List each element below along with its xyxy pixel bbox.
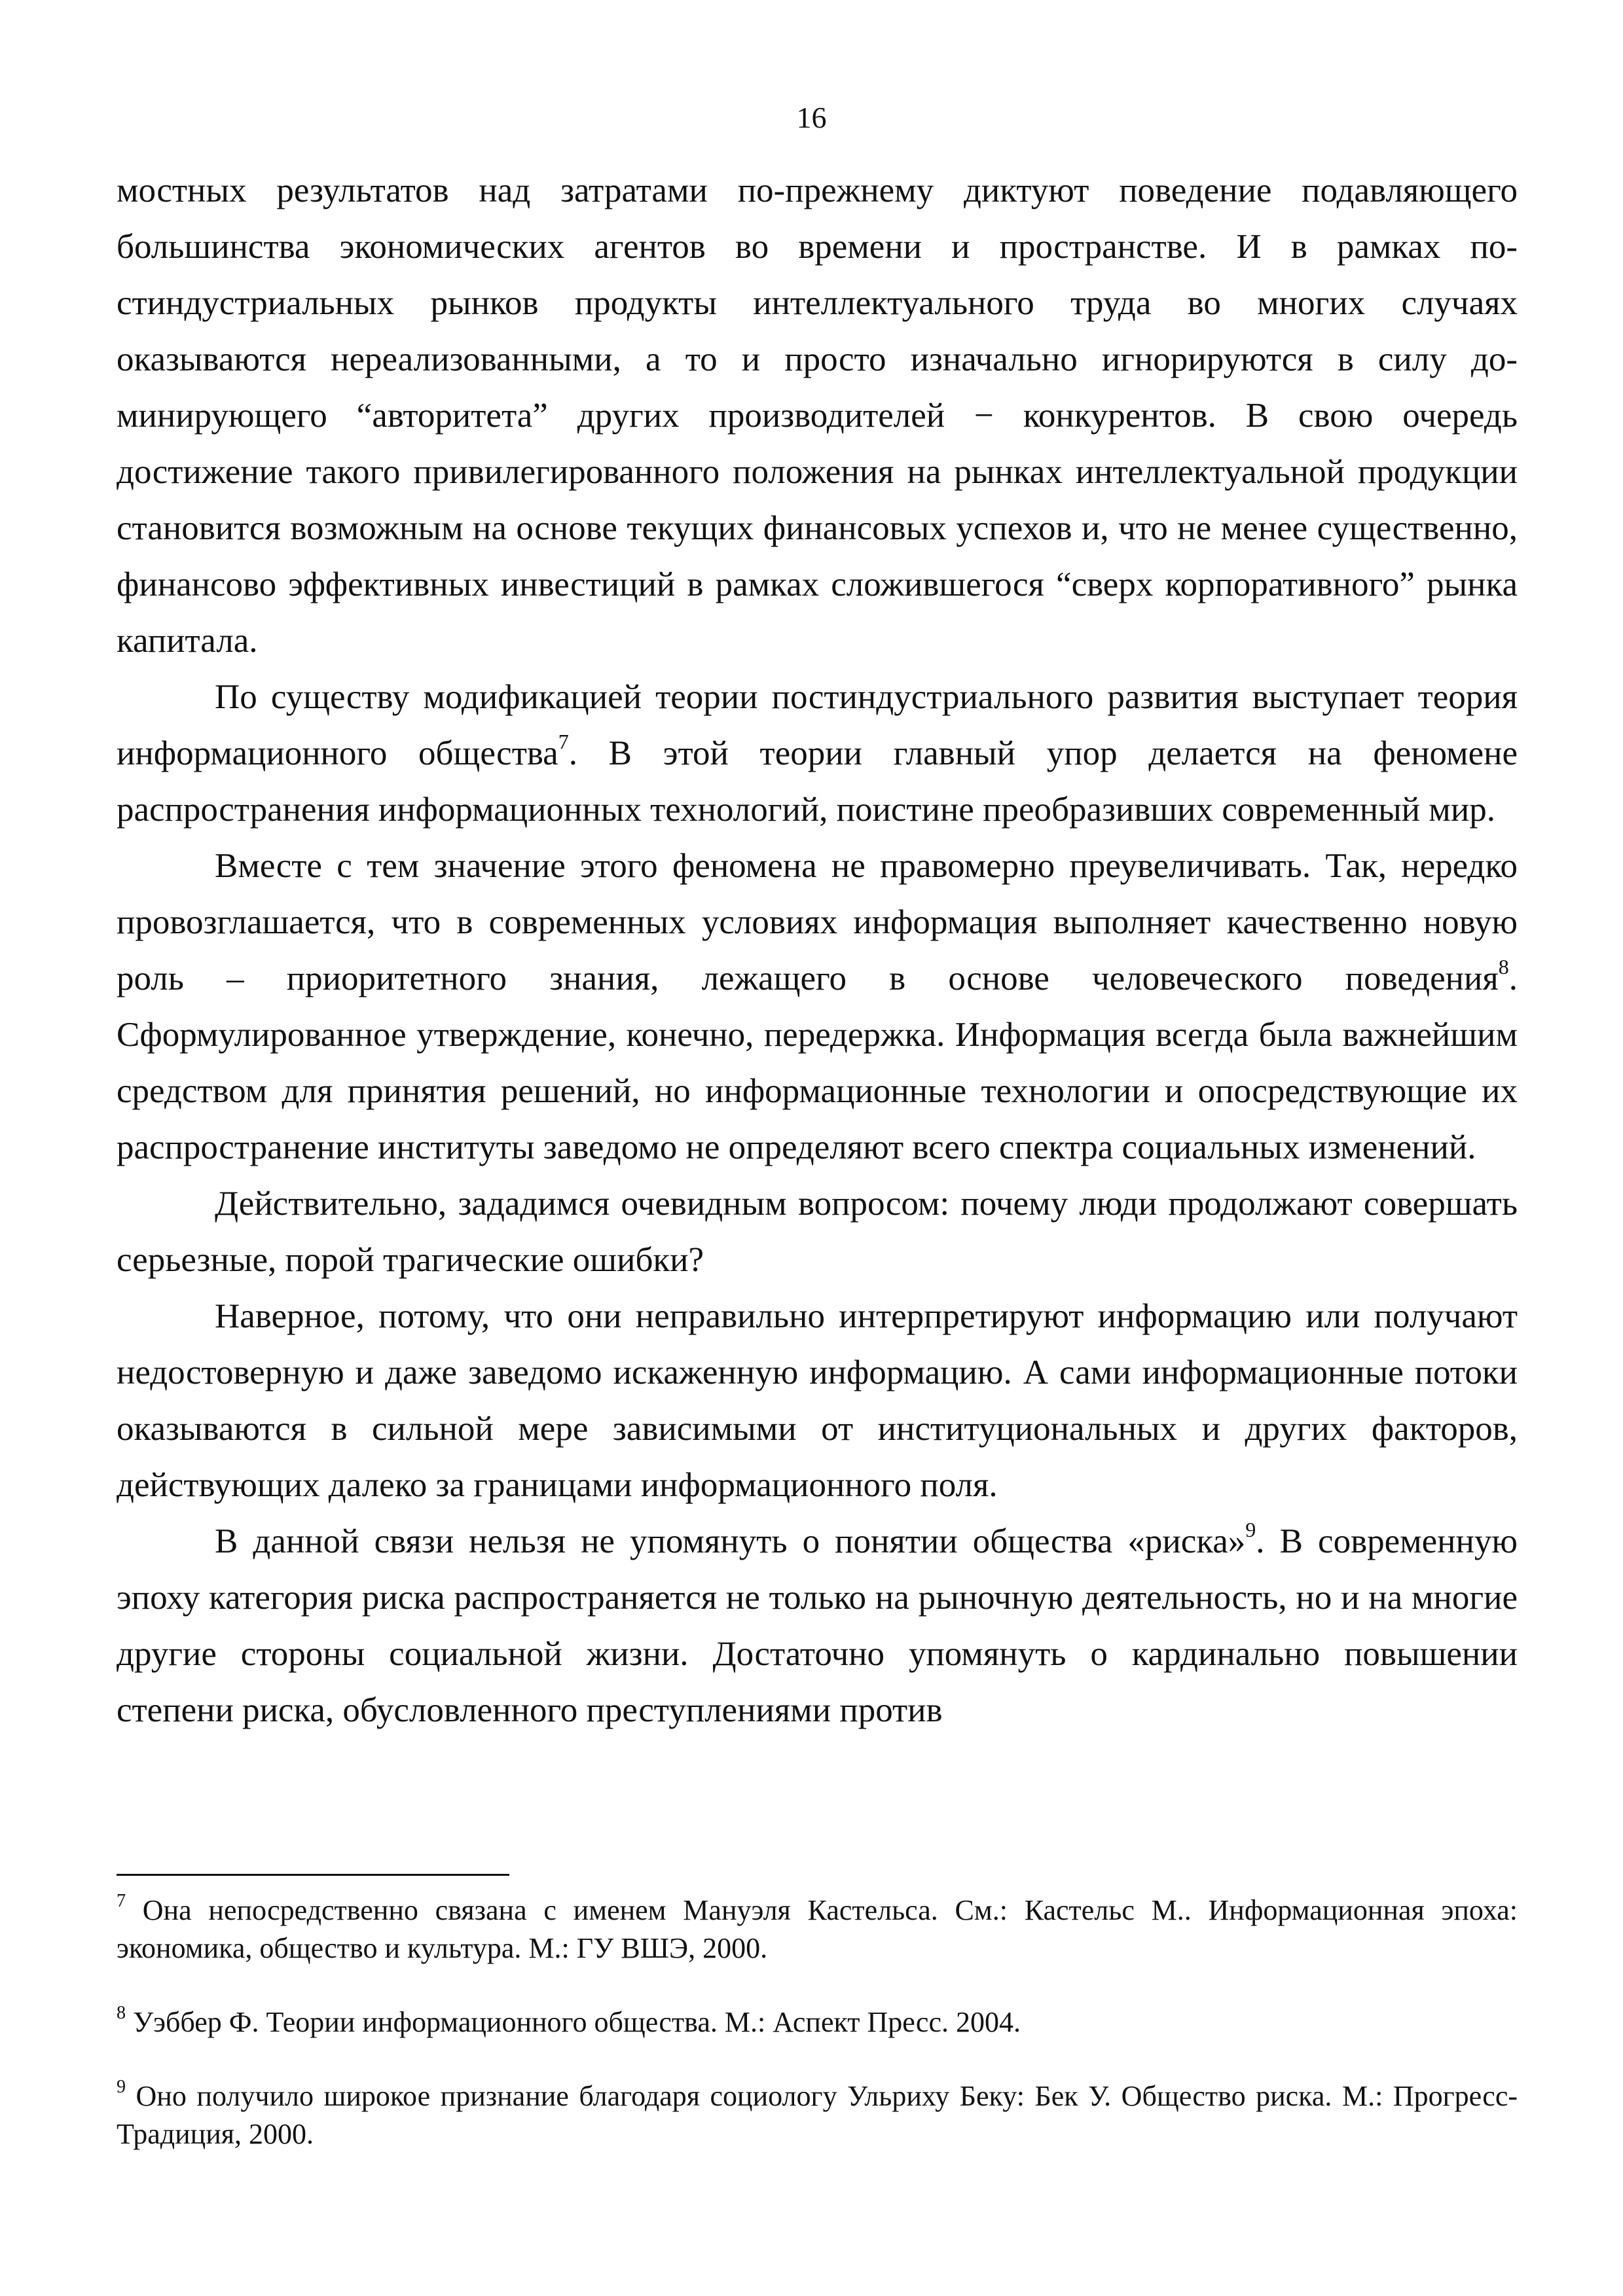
- main-text: [117, 162, 1518, 1738]
- paragraph-1: мостных результатов над затратами по-прежнему диктуют поведение подавляющего большинства экономических агентов во времени и пространстве. И в рамках постиндустриальных рынков продукты интеллектуального труда во многих случаях оказываются нереализованными, а то и просто изначально игнорируются в силу доминирующего “авторитета” других производителей − конкурентов. В свою очередь достижение такого привилегированного положения на рынках интеллектуальной продукции становится возможным на основе текущих финансовых успехов и, что не менее существенно, финансово эффективных инвестиций в рамках сложившегося “сверх корпоративного” рынка капитала.: [117, 171, 1518, 660]
- paragraph-5: Наверное, потому, что они неправильно интерпретируют информацию или получают недостоверную и даже заведомо искаженную информацию. А сами информационные потоки оказываются в сильной мере зависимыми от институциональных и других факторов, действующих далеко за границами информационного поля.: [117, 1297, 1518, 1504]
- footnote-text: Уэббер Ф. Теории информационного общества. М.: Аспект Пресс. 2004.: [126, 2006, 1021, 2038]
- paragraph-4: Действительно, зададимся очевидным вопросом: почему люди продолжают совершать серьезные, порой трагические ошибки?: [117, 1185, 1518, 1279]
- footnote-mark: 9: [117, 2077, 126, 2097]
- footnote-ref-8[interactable]: 8: [1498, 955, 1509, 978]
- footnote-8: [117, 2003, 1518, 2041]
- paragraph-3: [117, 838, 1518, 1175]
- paragraph-3-text: Вместе с тем значение этого феномена не правомерно преувеличивать. Так, нередко провозглашается, что в современных условиях информация выполняет качественно новую роль – приоритетного знания, лежащего в основе человеческого поведения: [117, 847, 1518, 997]
- paragraph-3-text-cont: . Сформулированное утверждение, конечно, передержка. Информация всегда была важнейшим средством для принятия решений, но информационные технологии и опосредствующие их распространение институты заведомо не определяют всего спектра социальных изменений.: [117, 960, 1518, 1166]
- paragraph-2: [117, 669, 1518, 838]
- footnote-9: [117, 2077, 1518, 2153]
- footnote-ref-7[interactable]: 7: [558, 730, 569, 753]
- paragraph-6: [117, 1513, 1518, 1738]
- page-number: 16: [796, 101, 827, 134]
- footnotes: [117, 1892, 1518, 2189]
- paragraph-2-text-cont: . В этой теории главный упор делается на феномене распространения информационных технологий, поистине преобразивших современный мир.: [117, 734, 1518, 829]
- paragraph-6-text: В данной связи нельзя не упомянуть о понятии общества «риска»: [215, 1522, 1246, 1560]
- footnote-separator: [117, 1874, 509, 1876]
- footnote-mark: 7: [117, 1891, 126, 1911]
- footnote-text: Оно получило широкое признание благодаря социологу Ульриху Беку: Бек У. Общество риска. М.: Прогресс-Традиция, 2000.: [117, 2080, 1518, 2150]
- footnote-7: [117, 1892, 1518, 1967]
- paragraph-2-text: По существу модификацией теории постиндустриального развития выступает теория информационного общества: [117, 678, 1518, 772]
- footnote-mark: 8: [117, 2003, 126, 2023]
- paragraph-6-text-cont: . В современную эпоху категория риска распространяется не только на рыночную деятельность, но и на многие другие стороны социальной жизни. Достаточно упомянуть о кардинально повышении степени риска, обусловленного преступлениями против: [117, 1522, 1518, 1729]
- footnote-text: Она непосредственно связана с именем Мануэля Кастельса. См.: Кастельс М.. Информационная эпоха: экономика, общество и культура. М.: ГУ ВШЭ, 2000.: [117, 1894, 1518, 1964]
- footnote-ref-9[interactable]: 9: [1245, 1518, 1256, 1541]
